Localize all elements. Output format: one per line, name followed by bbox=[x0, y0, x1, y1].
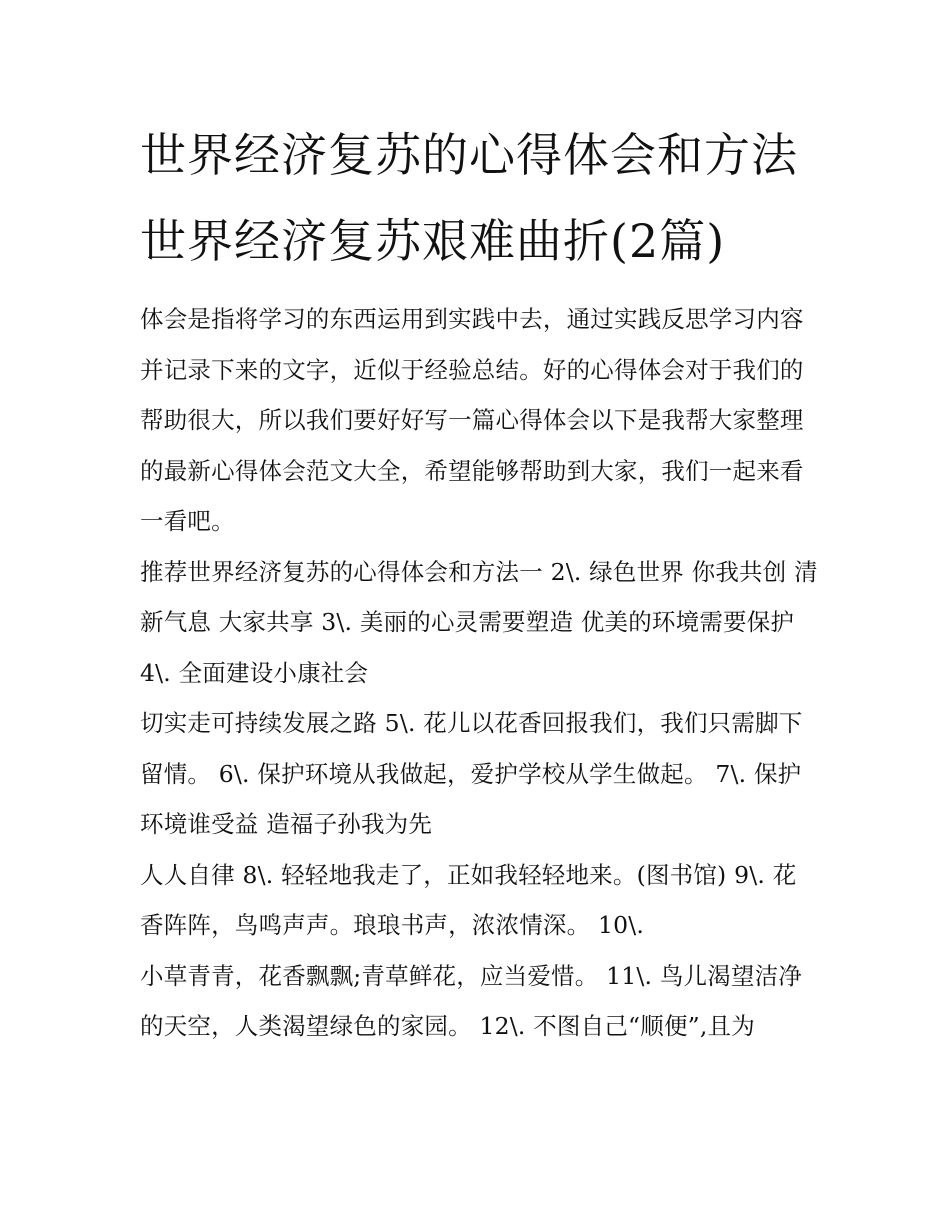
paragraph-recommend: 推荐世界经济复苏的心得体会和方法一 2\. 绿色世界 你我共创 清新气息 大家共享 3\. 美丽的心灵需要塑造 优美的环境需要保护 4\. 全面建设小康社会 bbox=[140, 557, 818, 687]
paragraph-self-discipline: 人人自律 8\. 轻轻地我走了，正如我轻轻地来。(图书馆) 9\. 花香阵阵，鸟鸣声声。琅琅书声，浓浓情深。 10\. bbox=[140, 860, 797, 939]
paragraph-grass: 小草青青，花香飘飘;青草鲜花，应当爱惜。 11\. 鸟儿渴望洁净的天空，人类渴望绿色的家园。 12\. 不图自己“顺便”,且为 bbox=[140, 961, 803, 1040]
paragraph-intro: 体会是指将学习的东西运用到实践中去，通过实践反思学习内容并记录下来的文字，近似于经验总结。好的心得体会对于我们的帮助很大，所以我们要好好写一篇心得体会以下是我帮大家整理的最新心得体会范文大全，希望能够帮助到大家，我们一起来看一看吧。 bbox=[140, 305, 804, 535]
paragraph-sustainable: 切实走可持续发展之路 5\. 花儿以花香回报我们，我们只需脚下留情。 6\. 保护环境从我做起，爱护学校从学生做起。 7\. 保护环境谁受益 造福子孙我为先 bbox=[140, 709, 803, 838]
document-title: 世界经济复苏的心得体会和方法 世界经济复苏艰难曲折(2篇) bbox=[140, 128, 798, 268]
document-body bbox=[140, 294, 820, 1052]
document-page bbox=[140, 112, 820, 1052]
